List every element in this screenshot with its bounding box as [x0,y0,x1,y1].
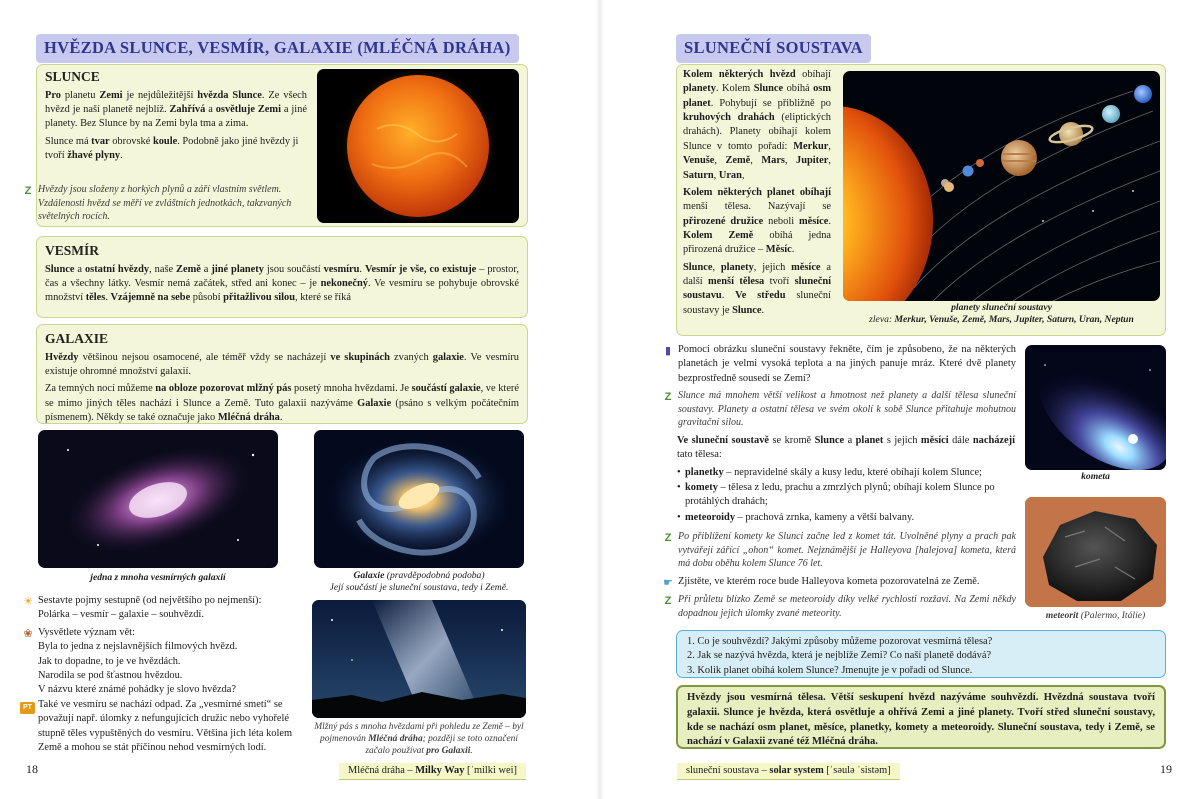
question-item: 3. Kolik planet obíhá kolem Slunce? Jmenujte je v pořadí od Slunce. [687,664,973,676]
z-note-icon: Z [664,391,672,403]
galaxie-paragraph-1: Hvězdy většinou nejsou osamocené, ale téměř vždy se nacházejí ve skupinách zvaných galaxie. Ve vesmíru existuje ohromné množství galaxií. [45,351,519,377]
meteorite-caption: meteorit (Palermo, Itálie) [1045,610,1146,621]
vesmir-heading: VESMÍR [45,243,100,258]
slunce-heading: SLUNCE [45,69,100,84]
slunce-paragraph-1: Pro planetu Zemi je nejdůležitější hvězda Slunce. Ze všech hvězd je naší planetě nejblíž. Zahřívá a osvětluje Zemi a jiné planety. Bez Slunce by na Zemi byla tma a zima. [45,89,307,130]
vesmir-box [36,236,528,318]
sun-icon: ☀ [23,596,33,608]
solar-system-text [683,68,831,321]
meteorite-photo [1025,497,1166,607]
z-note-icon: Z [664,532,672,544]
night-sky-photo [312,600,526,718]
milky-way-galaxy-caption: Galaxie (pravděpodobná podoba) Její součástí je sluneční soustava, tedy i Země. [329,570,509,594]
question-item: 2. Jak se nazývá hvězda, která je nejblíže Zemi? Co naší planetě dodává? [687,650,992,662]
list-item: • komety – tělesa z ledu, prachu a zmrzlých plynů; obíhají kolem Slunce po protáhlých drahách; [677,481,1015,510]
sun-photo [317,69,519,223]
review-questions [676,630,1166,678]
comet-caption: kometa [1081,471,1110,482]
vesmir-paragraph: Slunce a ostatní hvězdy, naše Země a jiné planety jsou součástí vesmíru. Vesmír je vše, co existuje – prostor, čas a všechny látky. Vesmír nemá začátek, střed ani konec – je nekonečný. Ve vesmíru se pohybuje obrovské množství těles. Vzájemně na sebe působí přitažlivou silou, které se říká [45,263,519,304]
galaxie-box [36,324,528,424]
task-order-terms: ☀ Sestavte pojmy sestupně (od největšího po nejmenší): Polárka – vesmír – galaxie – souhvězdí. [23,595,262,621]
summary-text: Hvězdy jsou vesmírná tělesa. Větší seskupení hvězd nazýváme souhvězdí. Hvězdná soustava tvoří galaxii. Slunce je hvězda, která osvětluje a ohřívá Zemi a jiné planety. Tvoří střed sluneční soustavy, kde se nachází osm planet, měsíce, planetky, komety a meteoroidy. Sluneční soustava, tedy i Země, se nachází v Galaxii zvané též Mléčná dráha. [687,692,1155,748]
summary-box [676,685,1166,749]
note-meteor: Z Při průletu blízko Země se meteoroidy díky velké rychlosti rozžaví. Na Zemi někdy dopadnou jejich úlomky zvané meteority. [662,593,1016,620]
solar-system-illustration [843,71,1160,301]
slunce-text [45,68,307,166]
small-bodies-list [677,466,1015,525]
z-note-icon: Z [24,185,32,197]
task-halley: ☛ Zjistěte, ve kterém roce bude Halleyova kometa pozorovatelná ze Země. [663,576,980,589]
question-item: 1. Co je souhvězdí? Jakými způsoby můžeme pozorovat vesmírná tělesa? [687,636,993,647]
solar-paragraph-1: Kolem některých hvězd obíhají planety. Kolem Slunce obíhá osm planet. Pohybují se přibližně po kruhových drahách (eliptických drahách). Planety obíhají kolem Slunce v tomto pořadí: Merkur, Venuše, Země, Mars, Jupiter, Saturn, Uran, [683,69,832,181]
leaf-icon: ❀ [23,628,33,640]
list-item: • planetky – nepravidelné skály a kusy ledu, které obíhají kolem Slunce; [677,466,1015,480]
page-number-right: 19 [1160,762,1172,776]
page-title-left: HVĚZDA SLUNCE, VESMÍR, GALAXIE (MLÉČNÁ DRÁHA) [36,34,519,63]
galaxy-photo [38,430,278,568]
galaxy-photo-caption: jedna z mnoha vesmírných galaxií [90,572,226,583]
solar-paragraph-3: Slunce, planety, jejich měsíce a další menší tělesa tvoří sluneční soustavu. Ve středu sluneční soustavy je Slunce. [683,261,831,316]
solar-paragraph-2: Kolem některých planet obíhají menší tělesa. Nazývají se přirozené družice neboli měsíce. Kolem Země obíhá jedna přirozená družice – Měsíc. [683,186,832,256]
galaxie-heading: GALAXIE [45,331,109,346]
night-sky-caption: Mlžný pás s mnoha hvězdami při pohledu ze Země – byl pojmenován Mléčná dráha; později se toto označení začalo používat pro Galaxii. [314,722,524,757]
z-note-icon: Z [664,595,672,607]
task-solar-picture: ▮ Pomocí obrázku sluneční soustavy řekněte, čím je způsobeno, že na některých planetách je velmi vysoká teplota a na jiných panuje mráz. Které dvě planety bezprostředně sousedí se Zemí? [662,343,1016,386]
right-page [600,0,1200,799]
vocabulary-solar-system: sluneční soustava – solar system [ˈsəulə ˈsistəm] [677,763,900,780]
list-item: • meteoroidy – prachová zrnka, kameny a větší balvany. [677,511,1015,525]
solar-system-caption: planety sluneční soustavy zleva: Merkur, Venuše, Země, Mars, Jupiter, Saturn, Uran, Neptun [869,302,1134,326]
task-explain-meaning: ❀ Vysvětlete význam vět: Byla to jedna z nejslavnějších filmových hvězd. Jak to dopadne, to je ve hvězdách. Narodila se pod šťastnou hvězdou. V názvu které známé pohádky je slovo hvězda? [23,627,238,696]
pt-badge-icon: PT [20,702,35,714]
small-bodies-intro: Ve sluneční soustavě se kromě Slunce a planet s jejich měsíci dále nacházejí tato tělesa: [677,435,1016,461]
slunce-paragraph-2: Slunce má tvar obrovské koule. Podobně jako jiné hvězdy ji tvoří žhavé plyny. [45,135,299,162]
page-title-right: SLUNEČNÍ SOUSTAVA [676,34,871,63]
hand-icon: ☛ [663,577,673,589]
vocabulary-milky-way: Mléčná dráha – Milky Way [ˈmilki wei] [339,763,526,780]
small-bodies-section [677,434,1015,526]
note-sun-gravity: Z Slunce má mnohem větší velikost a hmotnost než planety a další tělesa sluneční soustavy. Planety a ostatní tělesa ve svém okolí k sobě Slunce přitahuje mohutnou gravitační silou. [662,389,1016,430]
milky-way-galaxy-illustration [314,430,524,568]
book-icon: ▮ [664,345,672,357]
page-number-left: 18 [26,762,38,776]
task-space-debris: PT Také ve vesmíru se nachází odpad. Za „vesmírné smetí“ se považují např. úlomky z nefungujících družic nebo vyhořelé stupně těles vypuštěných do vesmíru. Většina jich léta kolem Země a mohou se stát příčinou nehod vesmírných lodí. [20,698,307,755]
slunce-note: Z Hvězdy jsou složeny z horkých plynů a září vlastním světlem. Vzdálenosti hvězd se měří ve zvláštních jednotkách, takzvaných světelných rocích. [22,183,310,224]
comet-photo [1025,345,1166,470]
note-comet: Z Po přiblížení komety ke Slunci začne led z komet tát. Uvolněné plyny a prach pak vytvářejí zářící „ohon“ komet. Nejznámější je Halleyova [halejova] kometa, která má dobu oběhu kolem Slunce 76 let. [662,530,1016,571]
galaxie-paragraph-2: Za temných nocí můžeme na obloze pozorovat mlžný pás posetý mnoha hvězdami. Je součástí galaxie, ve které se mimo jiných těles nachází i Slunce a Země. Tuto galaxii nazýváme Galaxie (psáno s velkým počátečním písmenem). Někdy se také označuje jako Mléčná dráha. [45,383,520,424]
